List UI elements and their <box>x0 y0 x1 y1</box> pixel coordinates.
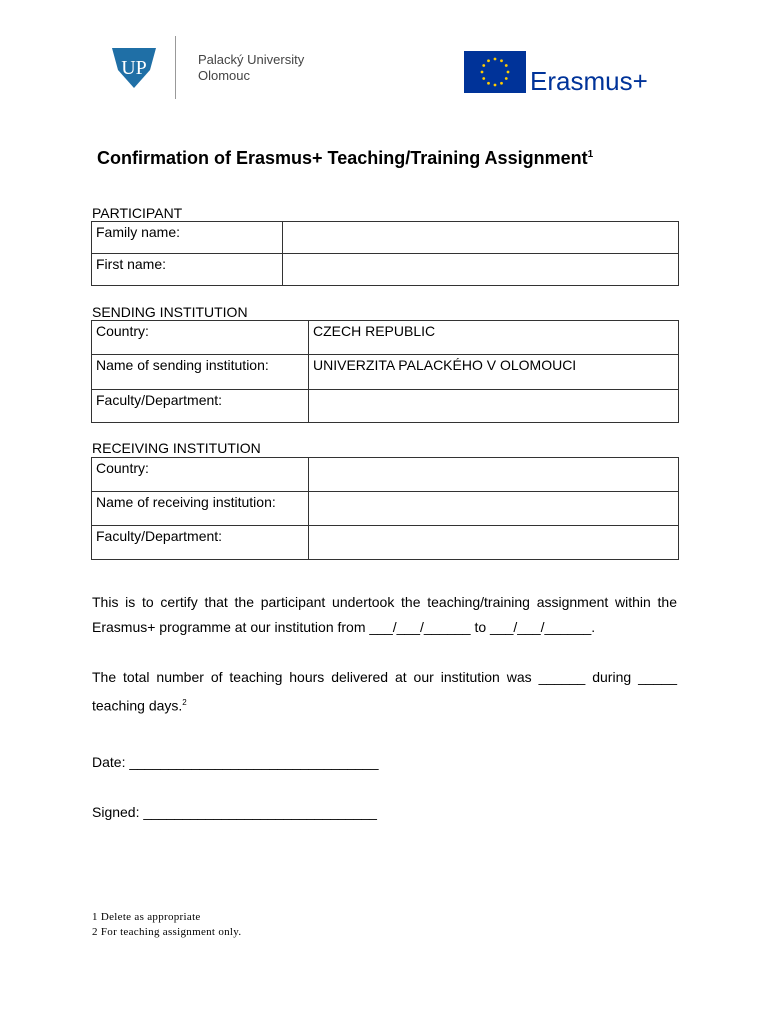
receiving-heading: RECEIVING INSTITUTION <box>92 440 261 456</box>
receiving-name-label: Name of receiving institution: <box>92 492 309 526</box>
eu-star-icon <box>494 84 497 87</box>
sending-name-label: Name of sending institution: <box>92 355 309 390</box>
eu-star-icon <box>500 82 503 85</box>
title-footnote-mark: 1 <box>587 149 594 160</box>
eu-star-icon <box>505 64 508 67</box>
receiving-name-field[interactable] <box>309 492 679 526</box>
palacky-university-logo <box>110 44 158 90</box>
date-line[interactable]: Date: ________________________________ <box>92 754 379 770</box>
eu-star-icon <box>507 71 510 74</box>
footnote-2: 2 For teaching assignment only. <box>92 926 242 938</box>
eu-star-icon <box>487 59 490 62</box>
receiving-country-field[interactable] <box>309 458 679 492</box>
sending-faculty-field[interactable] <box>309 390 679 423</box>
footnote-1: 1 Delete as appropriate <box>92 911 201 923</box>
sending-name-field[interactable]: UNIVERZITA PALACKÉHO V OLOMOUCI <box>309 355 679 390</box>
hours-footnote-mark: 2 <box>182 698 187 707</box>
table-row <box>92 355 679 390</box>
sending-heading: SENDING INSTITUTION <box>92 304 248 320</box>
eu-star-icon <box>482 64 485 67</box>
eu-star-icon <box>481 71 484 74</box>
eu-star-icon <box>487 82 490 85</box>
header-divider <box>175 36 176 99</box>
sending-table <box>91 320 679 423</box>
table-row <box>92 390 679 423</box>
university-name <box>198 52 304 84</box>
participant-table <box>91 221 679 286</box>
erasmus-plus-logo: Erasmus+ <box>530 66 648 96</box>
family-name-label: Family name: <box>92 222 283 254</box>
first-name-label: First name: <box>92 254 283 286</box>
eu-star-icon <box>494 58 497 61</box>
eu-flag-icon <box>464 51 526 93</box>
university-name-line1: Palacký University <box>198 52 305 67</box>
table-row <box>92 321 679 355</box>
sending-country-field[interactable]: CZECH REPUBLIC <box>309 321 679 355</box>
receiving-faculty-label: Faculty/Department: <box>92 526 309 560</box>
hours-paragraph <box>92 665 677 719</box>
family-name-field[interactable] <box>283 222 679 254</box>
table-row <box>92 492 679 526</box>
sending-faculty-label: Faculty/Department: <box>92 390 309 423</box>
footnotes <box>92 910 241 940</box>
eu-star-icon <box>500 59 503 62</box>
page-title <box>97 148 593 169</box>
table-row <box>92 526 679 560</box>
sending-country-label: Country: <box>92 321 309 355</box>
receiving-faculty-field[interactable] <box>309 526 679 560</box>
participant-heading: PARTICIPANT <box>92 205 183 221</box>
svg-text:UP: UP <box>121 57 147 79</box>
eu-star-icon <box>482 77 485 80</box>
signed-line[interactable]: Signed: ______________________________ <box>92 804 377 820</box>
table-row <box>92 254 679 286</box>
university-name-line2: Olomouc <box>198 68 251 83</box>
hours-text: The total number of teaching hours delivered at our institution was ______ during _____ teaching days. <box>92 669 677 714</box>
title-text: Confirmation of Erasmus+ Teaching/Training Assignment <box>97 148 588 168</box>
receiving-table <box>91 457 679 560</box>
receiving-country-label: Country: <box>92 458 309 492</box>
certify-paragraph: This is to certify that the participant undertook the teaching/training assignment within the Erasmus+ programme at our institution from ___/___/______ to ___/___/______. <box>92 594 677 635</box>
first-name-field[interactable] <box>283 254 679 286</box>
table-row <box>92 222 679 254</box>
table-row <box>92 458 679 492</box>
eu-star-icon <box>505 77 508 80</box>
